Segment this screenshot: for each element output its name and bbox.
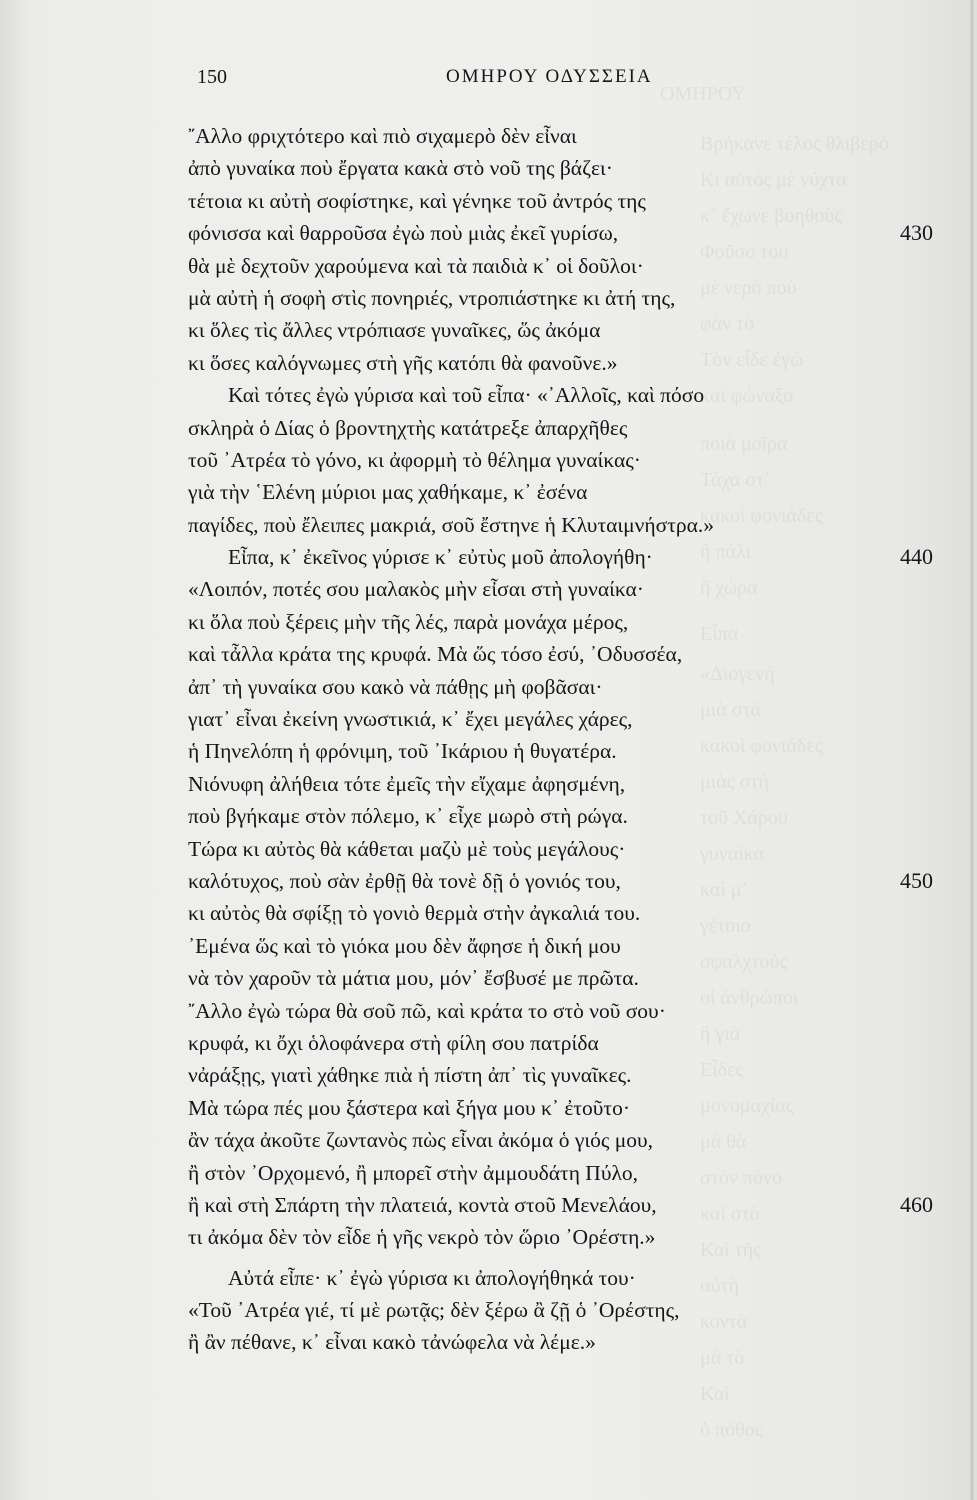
verse-line (0, 282, 977, 314)
verse-line-text: γιατ᾽ εἶναι ἐκείνη γνωστικιά, κ᾽ ἔχει μεγάλες χάρες, (188, 707, 633, 732)
svg-text:«Διογενή: «Διογενή (700, 663, 775, 685)
verse-line (0, 379, 977, 411)
verse-line (0, 1189, 977, 1221)
verse-line-text: Καὶ τότες ἐγὼ γύρισα καὶ τοῦ εἶπα· «᾿Αλλοῖς, καὶ πόσο (228, 383, 705, 408)
verse-line-text: Τώρα κι αὐτὸς θὰ κάθεται μαζὺ μὲ τοὺς μεγάλους· (188, 836, 626, 861)
svg-text:αὐτὴ: αὐτὴ (700, 1275, 739, 1297)
verse-text (0, 120, 977, 1359)
svg-text:ἢ γιὰ: ἢ γιὰ (700, 1023, 741, 1045)
svg-text:ποιὰ μοῖρα: ποιὰ μοῖρα (700, 433, 788, 455)
svg-text:Εἶδες: Εἶδες (700, 1059, 744, 1081)
verse-line (0, 476, 977, 508)
verse-line (0, 347, 977, 379)
verse-line-text: Εἶπα, κ᾽ ἐκεῖνος γύρισε κ᾽ εὐτὺς μοῦ ἀπολογήθη· (228, 545, 653, 570)
svg-text:τοῦ Χάρου: τοῦ Χάρου (700, 807, 788, 829)
verse-line (0, 1221, 977, 1253)
verse-line-text: «Τοῦ ᾿Ατρέα γιέ, τί μὲ ρωτᾷς; δὲν ξέρω ἂ ζῇ ὁ ᾿Ορέστης, (188, 1298, 680, 1323)
verse-line-text: μὰ αὐτὴ ἡ σοφὴ στὶς πονηριές, ντροπιάστηκε κι ἀτή της, (188, 285, 676, 310)
verse-line (0, 703, 977, 735)
verse-line (0, 250, 977, 282)
verse-line-text: φόνισσα καὶ θαρροῦσα ἐγὼ ποὺ μιὰς ἐκεῖ γυρίσω, (188, 221, 619, 246)
svg-text:Εἶπα: Εἶπα (700, 623, 739, 645)
verse-line-text: τοῦ ᾿Ατρέα τὸ γόνο, κι ἀφορμὴ τὸ θέλημα γυναίκας· (188, 447, 641, 472)
verse-line-text: ῎Αλλο ἐγὼ τώρα θὰ σοῦ πῶ, καὶ κράτα το στὸ νοῦ σου· (188, 998, 666, 1023)
verse-line-text: Αὐτά εἶπε· κ᾽ ἐγὼ γύρισα κι ἀπολογήθηκά του· (228, 1265, 636, 1290)
verse-line-text: κι ὅσες καλόγνωμες στὴ γῆς κατόπι θὰ φανοῦνε.» (188, 350, 618, 375)
verse-line (0, 217, 977, 249)
svg-text:κακοὶ φονιάδες: κακοὶ φονιάδες (700, 505, 823, 527)
svg-text:καὶ φώναξα: καὶ φώναξα (700, 385, 794, 407)
verse-line (0, 1059, 977, 1091)
verse-line-text: κι αὐτὸς θὰ σφίξῃ τὸ γονιὸ θερμὰ στὴν ἀγκαλιά του. (188, 901, 641, 926)
verse-line-text: νἀράξῃς, γιατὶ χάθηκε πιὰ ἡ πίστη ἀπ᾽ τὶς γυναῖκες. (188, 1063, 632, 1088)
running-title: ΟΜΗΡΟΥ ΟΔΥΣΣΕΙΑ (446, 66, 653, 87)
svg-text:Κι αὐτὸς μὲ νύχτα: Κι αὐτὸς μὲ νύχτα (700, 169, 847, 191)
svg-text:Τὸν εἶδε ἐγώ: Τὸν εἶδε ἐγώ (700, 349, 804, 371)
line-number: 450 (900, 867, 933, 893)
svg-text:μιὰς στὴ: μιὰς στὴ (700, 771, 769, 793)
verse-line-text: ἢ στὸν ᾿Ορχομενό, ἢ μπορεῖ στὴν ἀμμουδάτη Πύλο, (188, 1160, 639, 1185)
verse-line-text: κι ὅλες τὶς ἄλλες ντρόπιασε γυναῖκες, ὥς ἀκόμα (188, 318, 601, 343)
verse-line-text: παγίδες, ποὺ ἔλειπες μακριά, σοῦ ἔστηνε ἡ Κλυταιμνήστρα.» (188, 512, 714, 537)
verse-line-text: Μὰ τώρα πές μου ξάστερα καὶ ξήγα μου κ᾽ ἐτοῦτο· (188, 1095, 630, 1120)
verse-line (0, 897, 977, 929)
svg-text:Καὶ: Καὶ (700, 1383, 730, 1405)
verse-line-text: τέτοια κι αὐτὴ σοφίστηκε, καὶ γένηκε τοῦ ἀντρός της (188, 188, 646, 213)
page-number: 150 (197, 66, 227, 88)
verse-line-text: ἂν τάχα ἀκοῦτε ζωντανὸς πὼς εἶναι ἀκόμα ὁ γιός μου, (188, 1128, 654, 1153)
svg-text:Βρήκανε τέλος θλιβερό: Βρήκανε τέλος θλιβερό (700, 133, 889, 155)
verse-line (0, 735, 977, 767)
svg-text:Φοῦσο του: Φοῦσο του (700, 241, 789, 263)
verse-line (0, 606, 977, 638)
svg-text:μιὰ στὰ: μιὰ στὰ (700, 699, 761, 721)
verse-line (0, 444, 977, 476)
verse-line (0, 314, 977, 346)
verse-line-text: ᾿Εμένα ὥς καὶ τὸ γιόκα μου δὲν ἄφησε ἡ δική μου (188, 933, 621, 958)
verse-line-text: σκληρὰ ὁ Δίας ὁ βροντηχτὴς κατάτρεξε ἀπαρχῆθες (188, 415, 628, 440)
verse-line (0, 509, 977, 541)
verse-line-text: ῎Αλλο φριχτότερο καὶ πιὸ σιχαμερὸ δὲν εἶναι (188, 124, 577, 148)
svg-text:μὰ θὰ: μὰ θὰ (700, 1131, 747, 1153)
verse-line-text: ἢ καὶ στὴ Σπάρτη τὴν πλατειά, κοντὰ στοῦ Μενελάου, (188, 1192, 657, 1217)
verse-line (0, 152, 977, 184)
verse-line (0, 865, 977, 897)
verse-line (0, 1027, 977, 1059)
verse-line-text: ἀπ᾽ τὴ γυναίκα σου κακὸ νὰ πάθῃς μὴ φοβᾶσαι· (188, 674, 603, 699)
verse-line (0, 671, 977, 703)
svg-text:φὰν τὸ: φὰν τὸ (700, 313, 755, 335)
verse-line-text: θὰ μὲ δεχτοῦν χαρούμενα καὶ τὰ παιδιὰ κ᾽ οἱ δοῦλοι· (188, 253, 644, 278)
svg-text:γυναίκα: γυναίκα (700, 843, 765, 865)
svg-text:καὶ μ᾽: καὶ μ᾽ (700, 879, 749, 901)
verse-line (0, 1326, 977, 1358)
svg-text:Τάχα στ᾽: Τάχα στ᾽ (700, 469, 771, 491)
verse-line-text: «Λοιπόν, ποτές σου μαλακὸς μὴν εἶσαι στὴ γυναίκα· (188, 577, 644, 602)
verse-line-text: κι ὅλα ποὺ ξέρεις μὴν τῆς λές, παρὰ μονάχα μέρος, (188, 609, 629, 634)
svg-text:κακοὶ φονιάδες: κακοὶ φονιάδες (700, 735, 823, 757)
verse-line-text: νὰ τὸν χαροῦν τὰ μάτια μου, μόν᾽ ἔσβυσέ με πρῶτα. (188, 966, 639, 991)
svg-text:γέτοιο: γέτοιο (700, 915, 751, 937)
verse-line-text: ποὺ βγήκαμε στὸν πόλεμο, κ᾽ εἶχε μωρὸ στὴ ρώγα. (188, 804, 628, 829)
svg-text:οἱ ἀνθρώποι: οἱ ἀνθρώποι (700, 987, 799, 1009)
verse-line (0, 800, 977, 832)
verse-line (0, 573, 977, 605)
verse-line (0, 120, 977, 152)
svg-text:ΟΜΗΡΟΥ: ΟΜΗΡΟΥ (660, 83, 746, 105)
svg-text:μὲ νερὸ ποὺ: μὲ νερὸ ποὺ (700, 277, 797, 299)
svg-text:σφαλχτούς: σφαλχτούς (700, 951, 788, 973)
verse-line-text: ἀπὸ γυναίκα ποὺ ἔργατα κακὰ στὸ νοῦ της βάζει· (188, 156, 613, 181)
verse-line (0, 541, 977, 573)
verse-line (0, 1124, 977, 1156)
verse-line (0, 930, 977, 962)
verse-line-text: γιὰ τὴν ῾Ελένη μύριοι μας χαθήκαμε, κ᾽ ἐσένα (188, 480, 588, 505)
svg-text:Καὶ τῆς: Καὶ τῆς (700, 1239, 761, 1261)
svg-text:κοντὰ: κοντὰ (700, 1311, 748, 1333)
verse-line (0, 1294, 977, 1326)
svg-text:ὁ πόθος: ὁ πόθος (700, 1419, 763, 1441)
verse-line-text: καλότυχος, ποὺ σὰν ἐρθῇ θὰ τονὲ δῇ ὁ γονιός του, (188, 868, 621, 893)
verse-line (0, 1262, 977, 1294)
verse-line-text: ἡ Πηνελόπη ἡ φρόνιμη, τοῦ ᾿Ικάριου ἡ θυγατέρα. (188, 739, 617, 764)
svg-text:στὸν πόνο: στὸν πόνο (700, 1167, 783, 1189)
svg-text:μονομαχίας: μονομαχίας (700, 1095, 794, 1117)
verse-line (0, 768, 977, 800)
verse-line (0, 1092, 977, 1124)
line-number: 460 (900, 1191, 933, 1217)
verse-line-text: ἢ ἂν πέθανε, κ᾽ εἶναι κακὸ τἀνώφελα νὰ λέμε.» (188, 1330, 596, 1355)
line-number: 430 (900, 220, 933, 246)
running-header (0, 66, 977, 96)
verse-line (0, 1157, 977, 1189)
verse-line-text: τι ἀκόμα δὲν τὸν εἶδε ἡ γῆς νεκρὸ τὸν ὥριο ᾿Ορέστη.» (188, 1225, 656, 1250)
verse-line (0, 638, 977, 670)
line-number: 440 (900, 544, 933, 570)
verse-line (0, 833, 977, 865)
verse-line-text: Νιόνυφη ἀλήθεια τότε ἐμεῖς τὴν εἴχαμε ἀφησμένη, (188, 771, 626, 796)
verse-line (0, 995, 977, 1027)
svg-text:κ᾽ ἔχωνε βοηθοὺς: κ᾽ ἔχωνε βοηθοὺς (700, 205, 843, 227)
verse-line-text: καὶ τἆλλα κράτα της κρυφά. Μὰ ὥς τόσο ἐσύ, ᾿Οδυσσέα, (188, 642, 683, 667)
verse-line-text: κρυφά, κι ὄχι ὁλοφάνερα στὴ φίλη σου πατρίδα (188, 1030, 599, 1055)
svg-text:καὶ στὸ: καὶ στὸ (700, 1203, 760, 1225)
verse-line (0, 185, 977, 217)
verse-line (0, 412, 977, 444)
svg-text:ἢ πάλι: ἢ πάλι (700, 541, 751, 563)
verse-line (0, 962, 977, 994)
svg-text:ἢ χώρα: ἢ χώρα (700, 577, 758, 599)
svg-text:μὰ τὸ: μὰ τὸ (700, 1347, 745, 1369)
